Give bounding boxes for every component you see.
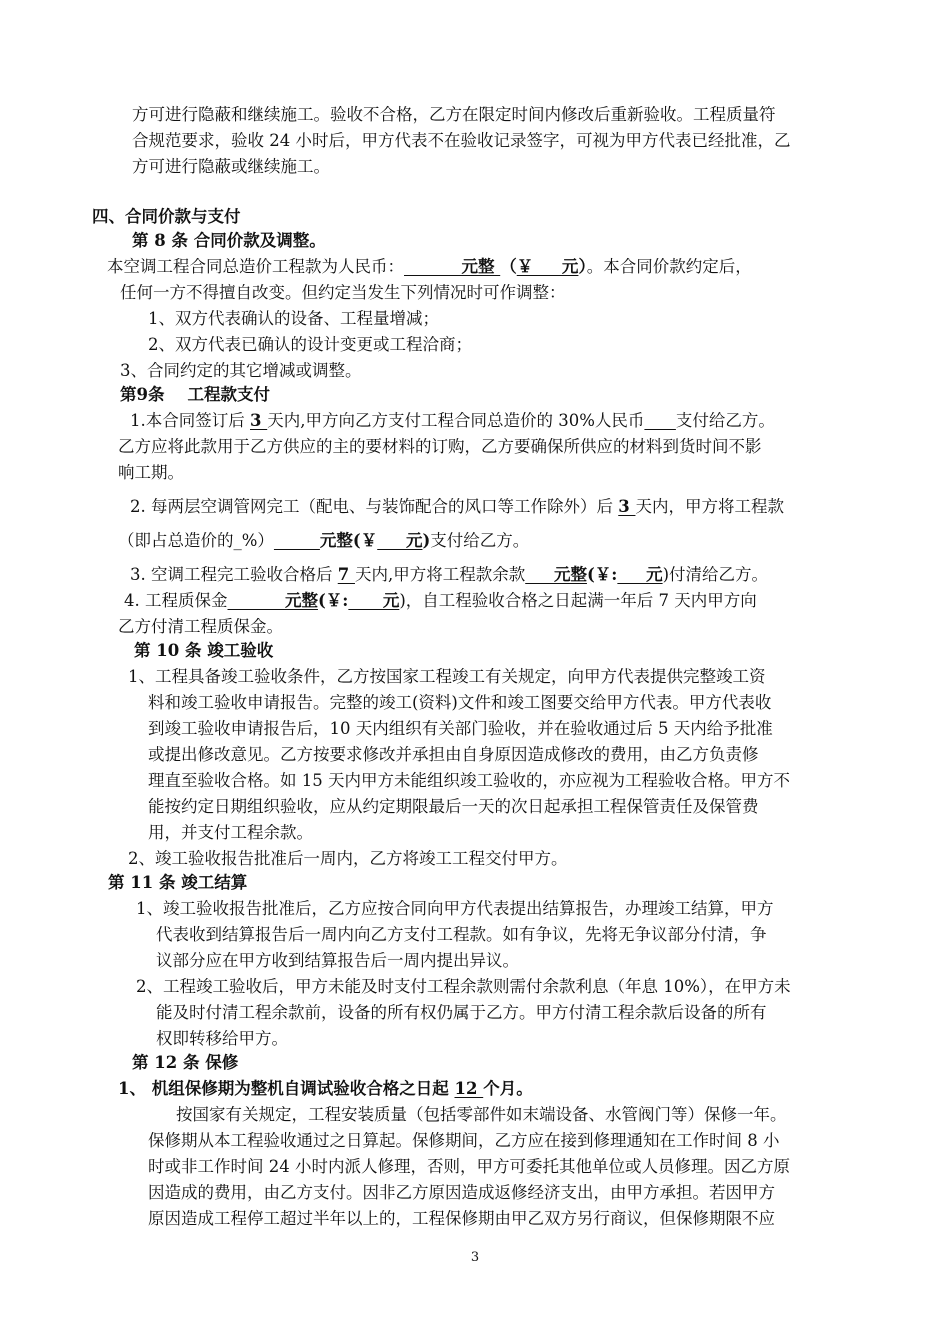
text-segment: )付清给乙方。 <box>662 565 769 584</box>
text-line <box>148 718 773 740</box>
underlined-blank: 元 <box>377 531 423 550</box>
text-segment: 理直至验收合格。如 15 天内甲方未能组织竣工验收的，亦应视为工程验收合格。甲方不 <box>148 771 790 790</box>
text-line <box>120 282 566 304</box>
section-heading <box>92 206 241 228</box>
text-segment: 天内，甲方将工程款 <box>635 497 784 516</box>
text-line <box>132 156 330 178</box>
text-segment: 第 8 条 合同价款及调整。 <box>132 231 326 250</box>
text-line <box>118 530 529 552</box>
text-segment: 因造成的费用，由乙方支付。因非乙方原因造成返修经济支出，由甲方承担。若因甲方 <box>148 1183 775 1202</box>
text-segment: 个月。 <box>483 1079 533 1098</box>
text-line <box>130 410 775 432</box>
text-segment: （即占总造价的_%） <box>118 531 274 550</box>
text-segment: 2、竣工验收报告批准后一周内，乙方将竣工工程交付甲方。 <box>128 849 568 868</box>
text-line <box>118 436 762 458</box>
text-segment: 3. 空调工程完工验收合格后 <box>130 565 338 584</box>
text-segment: ） <box>578 257 587 276</box>
page-number: 3 <box>470 1250 480 1265</box>
underlined-blank: 元 <box>617 565 663 584</box>
underlined-blank: 元整 <box>227 591 318 610</box>
text-line <box>107 256 752 278</box>
text-segment: 代表收到结算报告后一周内向乙方支付工程款。如有争议，先将无争议部分付清，争 <box>156 925 767 944</box>
underlined-blank: 元整 <box>404 257 501 276</box>
text-line <box>120 360 362 382</box>
text-segment: 能及时付清工程余款前，设备的所有权仍属于乙方。甲方付清工程余款后设备的所有 <box>156 1003 767 1022</box>
section-heading <box>134 640 273 662</box>
section-heading <box>120 384 270 406</box>
text-line <box>148 1208 775 1230</box>
text-line <box>118 616 283 638</box>
text-line <box>136 898 774 920</box>
underlined-blank <box>274 531 320 550</box>
text-segment: 支付给乙方。 <box>675 411 775 430</box>
section-heading <box>118 1078 533 1100</box>
text-segment: 用，并支付工程余款。 <box>148 823 313 842</box>
underlined-blank: 12 <box>454 1079 484 1098</box>
text-line <box>118 462 184 484</box>
text-line <box>148 334 472 356</box>
text-segment: 时或非工作时间 24 小时内派人修理，否则，甲方可委托其他单位或人员修理。因乙方原 <box>148 1157 790 1176</box>
text-segment: 1、 机组保修期为整机自调试验收合格之日起 <box>118 1079 455 1098</box>
text-line <box>156 1002 767 1024</box>
text-line <box>124 590 757 612</box>
text-line <box>148 308 439 330</box>
text-segment: (￥: <box>317 591 349 610</box>
text-segment: 或提出修改意见。乙方按要求修改并承担由自身原因造成修改的费用，由乙方负责修 <box>148 745 759 764</box>
text-segment: 本空调工程合同总造价工程款为人民币： <box>107 257 404 276</box>
text-segment: 3、合同约定的其它增减或调整。 <box>120 361 362 380</box>
text-segment: 到竣工验收申请报告后，10 天内组织有关部门验收，并在验收通过后 5 天内给予批准 <box>148 719 773 738</box>
text-line <box>156 950 519 972</box>
text-segment: (￥: <box>586 565 618 584</box>
text-segment: 2. 每两层空调管网完工（配电、与装饰配合的风口等工作除外）后 <box>130 497 619 516</box>
text-line <box>128 666 766 688</box>
text-line <box>136 976 791 998</box>
text-line <box>128 848 568 870</box>
text-line <box>148 796 759 818</box>
underlined-blank: 7 <box>337 565 355 584</box>
section-heading <box>108 872 247 894</box>
text-segment: ) <box>422 531 431 550</box>
text-line <box>148 1130 780 1152</box>
text-segment: 料和竣工验收申请报告。完整的竣工(资料)文件和竣工图要交给甲方代表。甲方代表收 <box>148 693 772 712</box>
text-segment: 1、竣工验收报告批准后，乙方应按合同向甲方代表提出结算报告，办理竣工结算，甲方 <box>136 899 774 918</box>
text-segment: 第 11 条 竣工结算 <box>108 873 248 892</box>
text-segment: 按国家有关规定，工程安装质量（包括零部件如末端设备、水管阀门等）保修一年。 <box>176 1105 787 1124</box>
text-segment: 四、合同价款与支付 <box>92 207 241 226</box>
text-segment: 响工期。 <box>118 463 184 482</box>
text-line <box>148 692 771 714</box>
text-segment: 支付给乙方。 <box>430 531 530 550</box>
text-segment: 1、工程具备竣工验收条件，乙方按国家工程竣工有关规定，向甲方代表提供完整竣工资 <box>128 667 766 686</box>
text-segment: 4. 工程质保金 <box>124 591 228 610</box>
text-line <box>132 104 776 126</box>
section-heading <box>132 230 326 252</box>
underlined-blank <box>644 411 675 430</box>
text-segment: 任何一方不得擅自改变。但约定当发生下列情况时可作调整： <box>120 283 566 302</box>
text-line <box>148 1182 775 1204</box>
text-segment: （ <box>500 257 517 276</box>
text-segment: 1.本合同签订后 <box>130 411 250 430</box>
text-line <box>148 744 759 766</box>
underlined-blank: 3 <box>618 497 636 516</box>
text-segment: 2、工程竣工验收后，甲方未能及时支付工程余款则需付余款利息（年息 10%），在甲方未 <box>136 977 791 996</box>
text-segment: 第 10 条 竣工验收 <box>134 641 274 660</box>
text-line <box>176 1104 787 1126</box>
text-segment: 保修期从本工程验收通过之日算起。保修期间，乙方应在接到修理通知在工作时间 8 小 <box>148 1131 780 1150</box>
text-line <box>132 130 791 152</box>
text-line <box>148 770 790 792</box>
text-line <box>130 564 768 586</box>
text-segment: 议部分应在甲方收到结算报告后一周内提出异议。 <box>156 951 519 970</box>
text-segment: 天内,甲方向乙方支付工程合同总造价的 30%人民币 <box>267 411 645 430</box>
text-segment: 第 12 条 保修 <box>132 1053 239 1072</box>
text-segment: 权即转移给甲方。 <box>156 1029 288 1048</box>
underlined-blank: 3 <box>250 411 268 430</box>
text-line <box>130 496 784 518</box>
text-segment: 1、双方代表确认的设备、工程量增减； <box>148 309 439 328</box>
underlined-blank: 元 <box>348 591 400 610</box>
text-segment: 元整(￥ <box>319 531 378 550</box>
text-segment: 原因造成工程停工超过半年以上的，工程保修期由甲乙双方另行商议，但保修期限不应 <box>148 1209 775 1228</box>
text-segment: 合规范要求，验收 24 小时后，甲方代表不在验收记录签字，可视为甲方代表已经批准，乙 <box>132 131 791 150</box>
text-segment: 能按约定日期组织验收，应从约定期限最后一天的次日起承担工程保管责任及保管费 <box>148 797 759 816</box>
text-segment: 第9条 工程款支付 <box>120 385 270 404</box>
text-segment: 2、双方代表已确认的设计变更或工程洽商； <box>148 335 472 354</box>
underlined-blank: 元整 <box>525 565 587 584</box>
text-segment: 乙方应将此款用于乙方供应的主的要材料的订购，乙方要确保所供应的材料到货时间不影 <box>118 437 762 456</box>
text-line <box>148 1156 790 1178</box>
text-segment: 。本合同价款约定后， <box>586 257 752 276</box>
text-segment: )，自工程验收合格之日起满一年后 7 天内甲方向 <box>399 591 757 610</box>
text-line <box>156 924 767 946</box>
text-line <box>148 822 313 844</box>
section-heading <box>132 1052 238 1074</box>
text-segment: 天内,甲方将工程款余款 <box>354 565 526 584</box>
text-line <box>156 1028 288 1050</box>
text-segment: 乙方付清工程质保金。 <box>118 617 283 636</box>
underlined-blank: ￥ 元 <box>516 257 579 276</box>
text-segment: 方可进行隐蔽或继续施工。 <box>132 157 330 176</box>
text-segment: 方可进行隐蔽和继续施工。验收不合格，乙方在限定时间内修改后重新验收。工程质量符 <box>132 105 776 124</box>
